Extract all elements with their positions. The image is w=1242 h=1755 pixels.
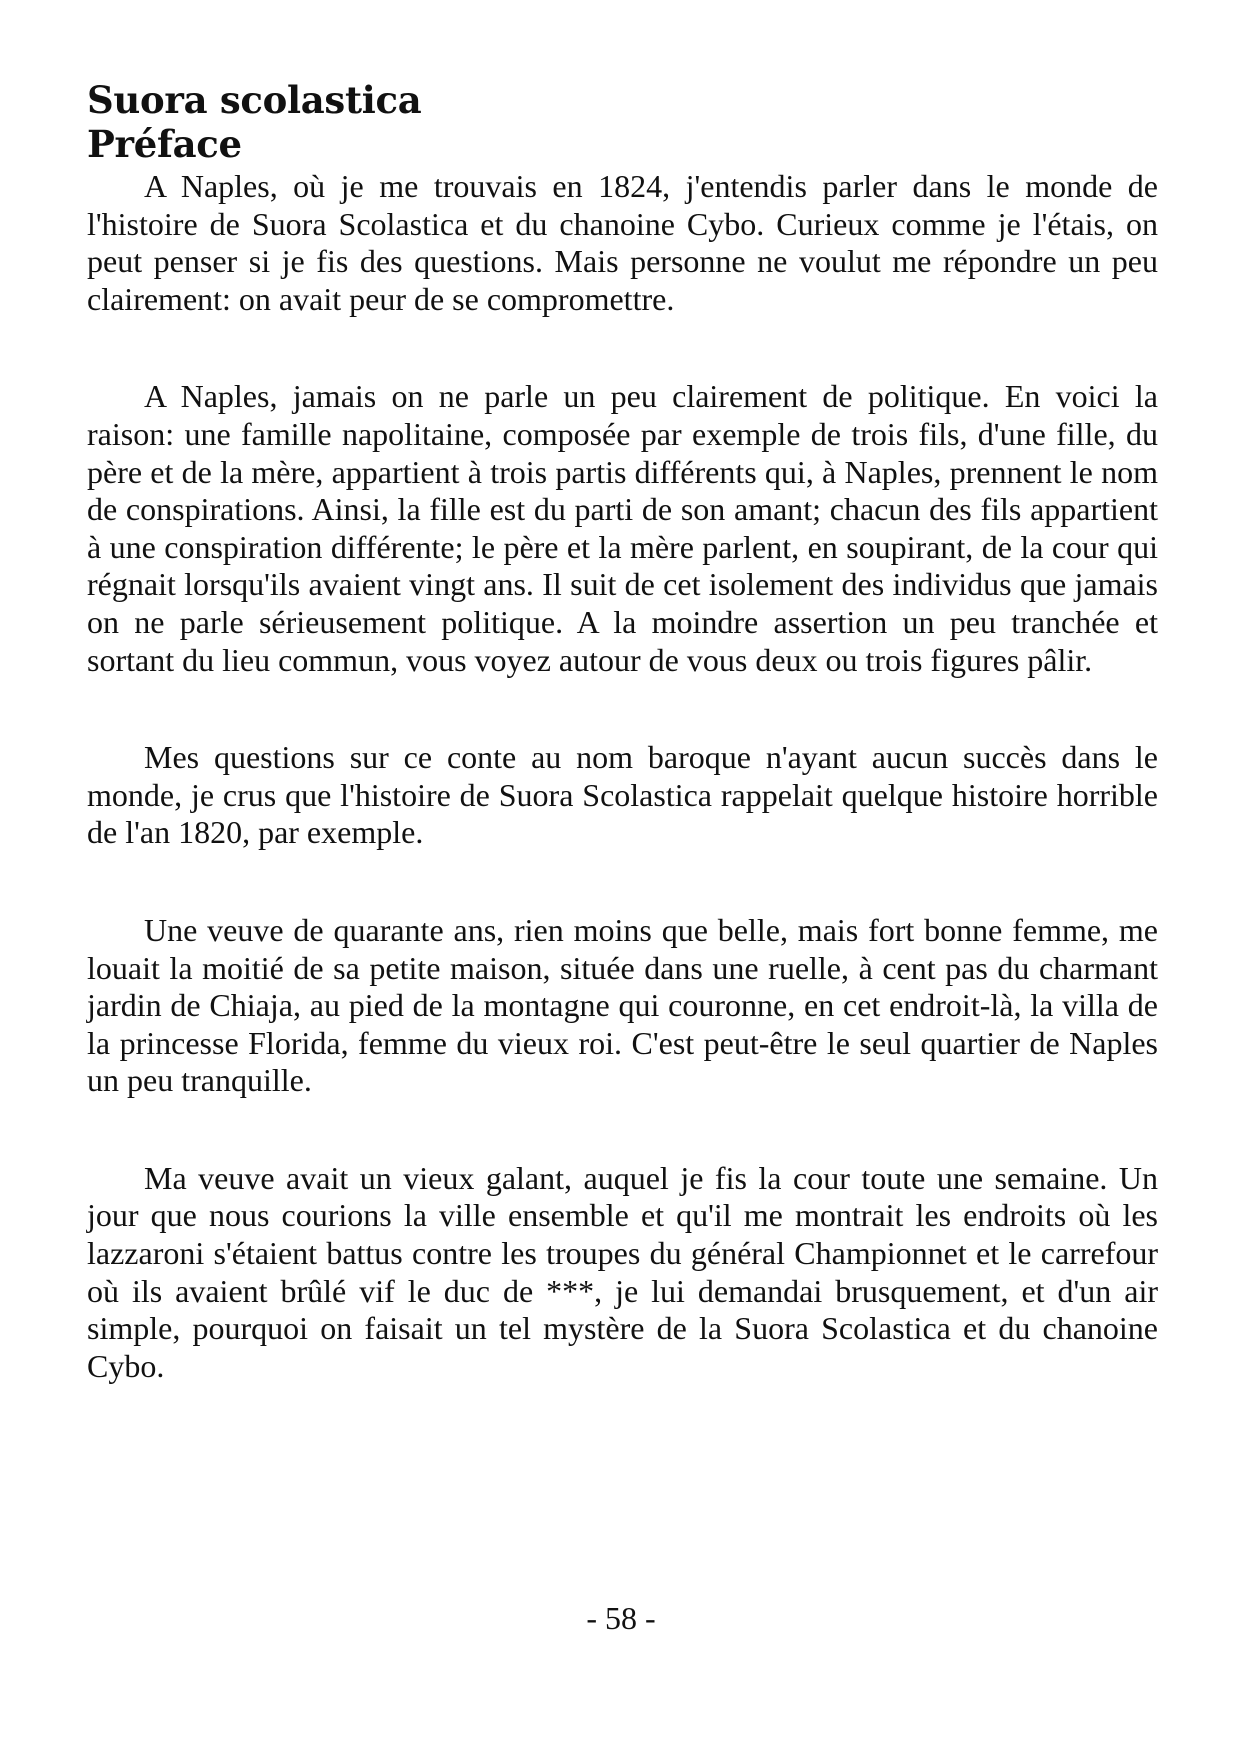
document-body xyxy=(87,78,1158,1385)
paragraph: Ma veuve avait un vieux galant, auquel je fis la cour toute une semaine. Un jour que nous courions la ville ensemble et qu'il me montrait les endroits où les lazzaroni s'étaient battus contre les troupes du général Championnet et le carrefour où ils avaient brûlé vif le duc de ***, je lui demandai brusquement, et d'un air simple, pourquoi on faisait un tel mystère de la Suora Scolastica et du chanoine Cybo. xyxy=(87,1159,1158,1384)
page-number: - 58 - xyxy=(586,1600,656,1636)
paragraph: A Naples, jamais on ne parle un peu clairement de politique. En voici la raison: une famille napolitaine, composée par exemple de trois fils, d'une fille, du père et de la mère, appartient à trois partis différents qui, à Naples, prennent le nom de conspirations. Ainsi, la fille est du parti de son amant; chacun des fils appartient à une conspiration différente; le père et la mère parlent, en soupirant, de la cour qui régnait lorsqu'ils avaient vingt ans. Il suit de cet isolement des individus que jamais on ne parle sérieusement politique. A la moindre assertion un peu tranchée et sortant du lieu commun, vous voyez autour de vous deux ou trois figures pâlir. xyxy=(87,378,1158,678)
paragraph: Mes questions sur ce conte au nom baroque n'ayant aucun succès dans le monde, je crus que l'histoire de Suora Scolastica rappelait quelque histoire horrible de l'an 1820, par exemple. xyxy=(87,739,1158,851)
paragraph: Une veuve de quarante ans, rien moins que belle, mais fort bonne femme, me louait la moitié de sa petite maison, située dans une ruelle, à cent pas du charmant jardin de Chiaja, au pied de la montagne qui couronne, en cet endroit-là, la villa de la princesse Florida, femme du vieux roi. C'est peut-être le seul quartier de Naples un peu tranquille. xyxy=(87,911,1158,1099)
section-title: Préface xyxy=(87,122,242,166)
document-title: Suora scolastica xyxy=(87,78,422,122)
paragraph: A Naples, où je me trouvais en 1824, j'entendis parler dans le monde de l'histoire de Suora Scolastica et du chanoine Cybo. Curieux comme je l'étais, on peut penser si je fis des questions. Mais personne ne voulut me répondre un peu clairement: on avait peur de se compromettre. xyxy=(87,168,1158,317)
